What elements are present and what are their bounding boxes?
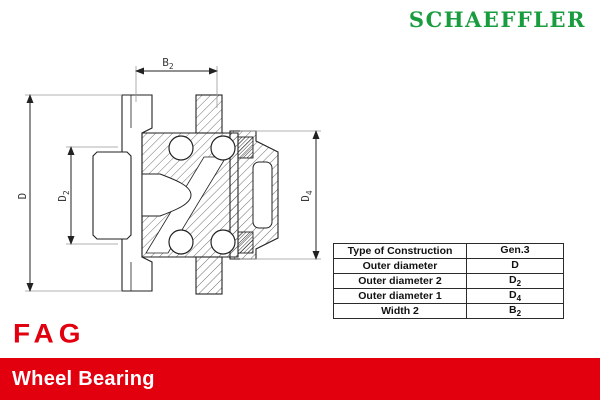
dim-label-b2: $B_2$ bbox=[162, 56, 174, 71]
footer-bar bbox=[0, 358, 600, 400]
dim-label-d: D bbox=[16, 192, 29, 200]
hub-bearing-cross-section-drawing bbox=[0, 48, 345, 316]
spec-label: Outer diameter 2 bbox=[334, 274, 467, 289]
table-row bbox=[334, 304, 564, 319]
spec-table bbox=[333, 243, 564, 319]
spec-value: D bbox=[467, 259, 564, 274]
schaeffler-logo: SCHAEFFLER bbox=[408, 7, 586, 32]
outer-ring-section bbox=[230, 131, 278, 259]
spec-value: $D_4$ bbox=[467, 289, 564, 304]
table-row bbox=[334, 244, 564, 259]
seal-bottom bbox=[238, 232, 253, 253]
spec-value: Gen.3 bbox=[467, 244, 564, 259]
seal-top bbox=[238, 137, 253, 158]
bottom-boss-section bbox=[196, 257, 222, 294]
top-boss-section bbox=[196, 95, 222, 133]
table-row bbox=[334, 289, 564, 304]
table-row bbox=[334, 259, 564, 274]
spec-label: Width 2 bbox=[334, 304, 467, 319]
spec-label: Outer diameter 1 bbox=[334, 289, 467, 304]
wheel-pilot bbox=[93, 152, 131, 239]
spec-label: Outer diameter bbox=[334, 259, 467, 274]
spec-value: $B_2$ bbox=[467, 304, 564, 319]
product-title: Wheel Bearing bbox=[12, 367, 155, 390]
spec-label: Type of Construction bbox=[334, 244, 467, 259]
dim-label-d4: $D_4$ bbox=[299, 190, 314, 202]
fag-logo: FAG bbox=[13, 318, 86, 349]
dim-label-d2: $D_2$ bbox=[56, 190, 71, 202]
table-row bbox=[334, 274, 564, 289]
spec-value: $D_2$ bbox=[467, 274, 564, 289]
